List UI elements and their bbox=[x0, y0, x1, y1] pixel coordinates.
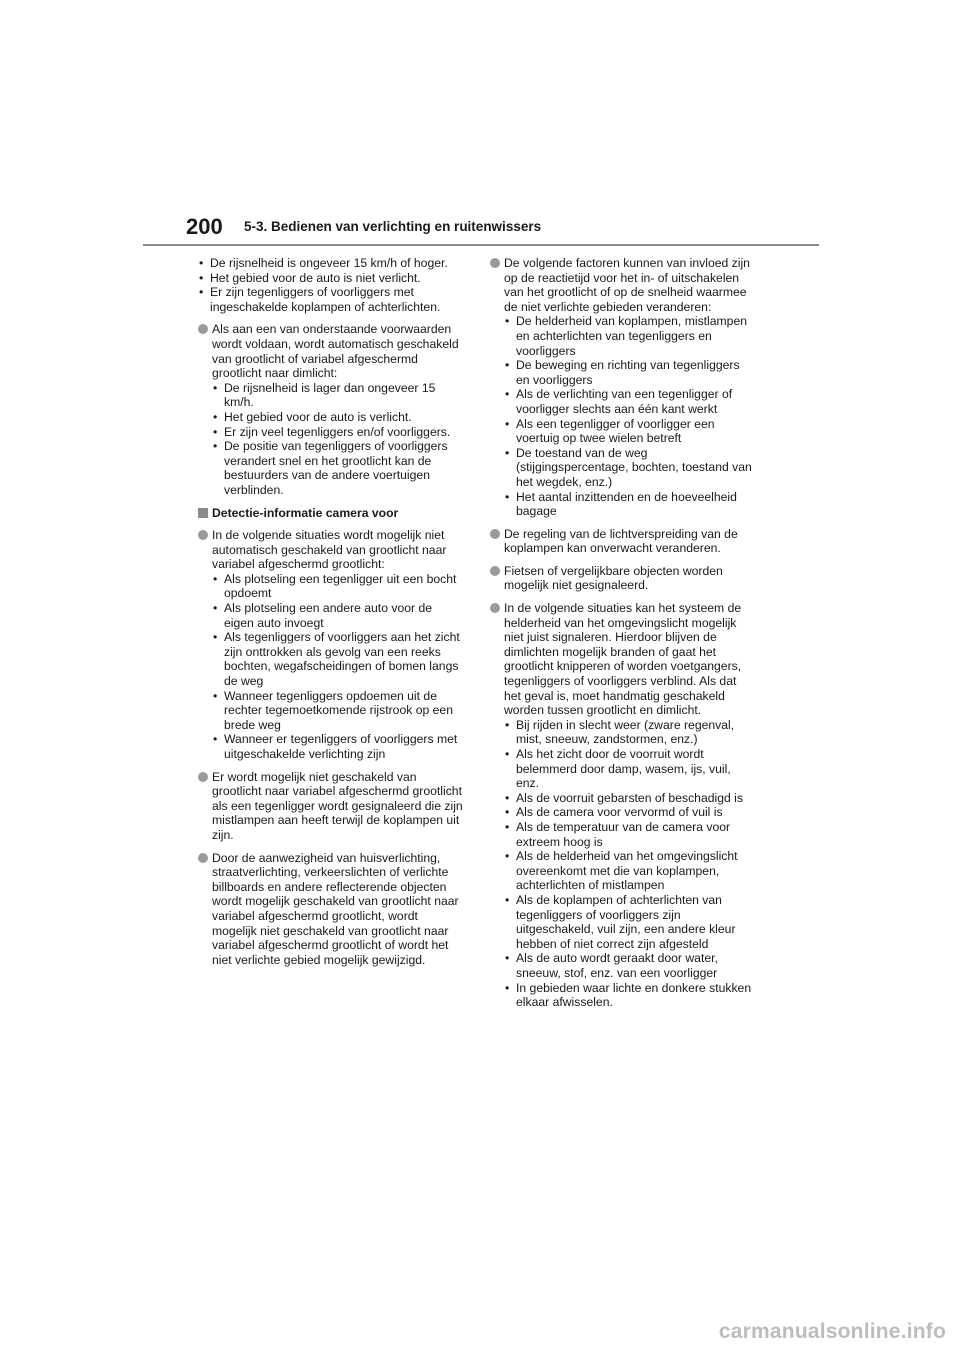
list-item: • Als de koplampen of achterlichten van tegenliggers of voorliggers zijn uitgeschakeld, vuil zijn, een andere kleur hebben of niet correct zijn afgesteld bbox=[504, 893, 756, 951]
list-item: • Als de verlichting van een tegenligger of voorligger slechts aan één kant werkt bbox=[504, 387, 756, 416]
list-item: • Wanneer er tegenliggers of voorliggers met uitgeschakelde verlichting zijn bbox=[212, 732, 464, 761]
right-column bbox=[490, 256, 756, 1018]
paragraph-text: De regeling van de lichtverspreiding van de koplampen kan onverwacht veranderen. bbox=[504, 526, 738, 556]
list-item: • De toestand van de weg (stijgingspercentage, bochten, toestand van het wegdek, enz.) bbox=[504, 446, 756, 490]
intro-bullet-list bbox=[198, 256, 464, 314]
circle-bullet-icon bbox=[490, 566, 500, 576]
paragraph-mistlampen bbox=[198, 770, 464, 843]
header-rule bbox=[143, 244, 819, 246]
circle-bullet-icon bbox=[198, 772, 208, 782]
paragraph-text: Door de aanwezigheid van huisverlichting, straatverlichting, verkeerslichten of verlichte billboards en andere reflecterende objecten wordt mogelijk geschakeld van grootlicht naar variabel afgeschermd grootlicht, wordt mogelijk niet geschakeld van grootlicht naar variabel afgeschermd grootlicht of wordt het niet verlichte gebied mogelijk gewijzigd. bbox=[212, 850, 459, 967]
square-heading-icon bbox=[198, 508, 208, 518]
list-item: • De rijsnelheid is lager dan ongeveer 15 km/h. bbox=[212, 381, 464, 410]
list-item: • Het gebied voor de auto is niet verlicht. bbox=[198, 271, 464, 286]
list-item: • Het aantal inzittenden en de hoeveelheid bagage bbox=[504, 490, 756, 519]
paragraph-bicycles bbox=[490, 564, 756, 593]
page-number: 200 bbox=[186, 214, 223, 239]
watermark: carmanualsonline.info bbox=[718, 1320, 946, 1343]
circle-bullet-icon bbox=[490, 258, 500, 268]
list-item: • Het gebied voor de auto is verlicht. bbox=[212, 410, 464, 425]
circle-bullet-icon bbox=[198, 853, 208, 863]
circle-bullet-icon bbox=[198, 530, 208, 540]
list-item: • Er zijn tegenliggers of voorliggers met ingeschakelde koplampen of achterlichten. bbox=[198, 285, 464, 314]
circle-bullet-icon bbox=[490, 529, 500, 539]
list-item: • Bij rijden in slecht weer (zware regenval, mist, sneeuw, zandstormen, enz.) bbox=[504, 718, 756, 747]
bullet-list bbox=[212, 572, 464, 762]
list-item: • Als de voorruit gebarsten of beschadigd is bbox=[504, 791, 756, 806]
paragraph-text: De volgende factoren kunnen van invloed zijn op de reactietijd voor het in- of uitschakelen van het grootlicht of op de snelheid waarmee de niet verlichte gebieden veranderen: bbox=[504, 256, 750, 314]
list-item: • Als tegenliggers of voorliggers aan het zicht zijn onttrokken als gevolg van een reeks bochten, wegafscheidingen of bomen langs de weg bbox=[212, 630, 464, 688]
paragraph-text: In de volgende situaties wordt mogelijk niet automatisch geschakeld van grootlicht naar variabel afgeschermd grootlicht: bbox=[212, 528, 447, 572]
list-item: • Als de camera voor vervormd of vuil is bbox=[504, 805, 756, 820]
section-title: 5-3. Bedienen van verlichting en ruitenwissers bbox=[244, 219, 542, 234]
list-item: • Als een tegenligger of voorligger een voertuig op twee wielen betreft bbox=[504, 417, 756, 446]
paragraph-dimlicht-conditions bbox=[198, 322, 464, 497]
paragraph-text: Als aan een van onderstaande voorwaarden wordt voldaan, wordt automatisch geschakeld van grootlicht of variabel afgeschermd grootlicht naar dimlicht: bbox=[212, 322, 459, 381]
list-item: • Als het zicht door de voorruit wordt belemmerd door damp, wasem, ijs, vuil, enz. bbox=[504, 747, 756, 791]
list-item: • In gebieden waar lichte en donkere stukken elkaar afwisselen. bbox=[504, 981, 756, 1010]
list-item: • Als plotseling een tegenligger uit een bocht opdoemt bbox=[212, 572, 464, 601]
list-item: • De rijsnelheid is ongeveer 15 km/h of hoger. bbox=[198, 256, 464, 271]
left-column bbox=[198, 256, 464, 975]
list-item: • De helderheid van koplampen, mistlampen en achterlichten van tegenliggers en voorliggers bbox=[504, 314, 756, 358]
list-item: • De positie van tegenliggers of voorliggers verandert snel en het grootlicht kan de bestuurders van de andere voertuigen verblinden. bbox=[212, 439, 464, 497]
list-item: • Er zijn veel tegenliggers en/of voorliggers. bbox=[212, 425, 464, 440]
list-item: • Als de helderheid van het omgevingslicht overeenkomt met die van koplampen, achterlichten of mistlampen bbox=[504, 849, 756, 893]
page-header bbox=[0, 212, 960, 248]
paragraph-text: In de volgende situaties kan het systeem de helderheid van het omgevingslicht mogelijk niet juist signaleren. Hierdoor blijven de dimlichten mogelijk branden of gaat het grootlicht knipperen of worden voetgangers, tegenliggers of voorliggers verblind. Als dat het geval is, moet handmatig geschakeld worden tussen grootlicht en dimlicht. bbox=[504, 601, 742, 718]
paragraph-reaction-factors bbox=[490, 256, 756, 519]
bullet-list bbox=[504, 314, 756, 518]
circle-bullet-icon bbox=[490, 603, 500, 613]
intro-block bbox=[198, 256, 464, 314]
bullet-list bbox=[504, 718, 756, 1010]
list-item: • Als de auto wordt geraakt door water, sneeuw, stof, enz. van een voorligger bbox=[504, 951, 756, 980]
list-item: • De beweging en richting van tegenliggers en voorliggers bbox=[504, 358, 756, 387]
paragraph-light-distribution bbox=[490, 527, 756, 556]
paragraph-text: Er wordt mogelijk niet geschakeld van grootlicht naar variabel afgeschermd grootlicht als een tegenligger wordt gesignaleerd die zijn mistlampen aan heeft terwijl de koplampen uit zijn. bbox=[212, 769, 463, 842]
bullet-list bbox=[212, 381, 464, 498]
list-item: • Wanneer tegenliggers opdoemen uit de rechter tegemoetkomende rijstrook op een brede weg bbox=[212, 689, 464, 733]
paragraph-no-switch-situations bbox=[198, 528, 464, 762]
circle-bullet-icon bbox=[198, 324, 208, 334]
paragraph-text: Fietsen of vergelijkbare objecten worden mogelijk niet gesignaleerd. bbox=[504, 563, 723, 593]
paragraph-ambient-light bbox=[490, 601, 756, 1010]
paragraph-reflecting-objects bbox=[198, 851, 464, 968]
list-item: • Als plotseling een andere auto voor de eigen auto invoegt bbox=[212, 601, 464, 630]
section-heading-block bbox=[198, 506, 464, 521]
list-item: • Als de temperatuur van de camera voor extreem hoog is bbox=[504, 820, 756, 849]
section-heading: Detectie-informatie camera voor bbox=[212, 505, 399, 520]
